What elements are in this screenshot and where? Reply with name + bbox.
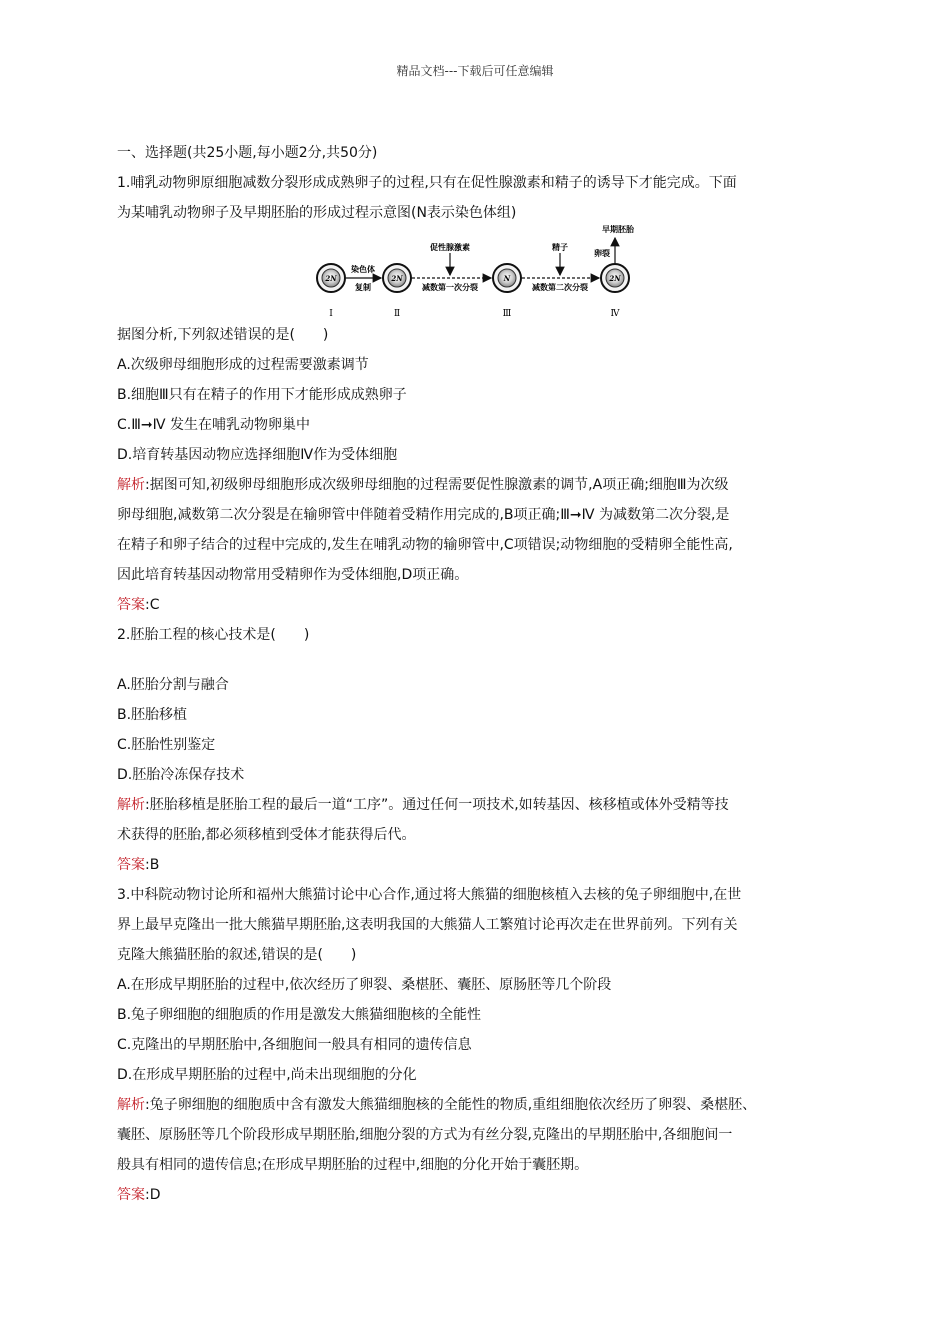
q2-option-a: A.胚胎分割与融合 [117, 677, 229, 693]
cleavage-label: 卵裂 [594, 249, 610, 258]
q1-stem-line-1: 1.哺乳动物卵原细胞减数分裂形成成熟卵子的过程,只有在促性腺激素和精子的诱导下才能完成。下面 [117, 175, 737, 191]
q3-option-c: C.克隆出的早期胚胎中,各细胞间一般具有相同的遗传信息 [117, 1037, 472, 1053]
step3-label: 减数第二次分裂 [532, 283, 588, 292]
q2-option-b: B.胚胎移植 [117, 707, 188, 723]
diagram-svg [313, 224, 643, 320]
stage-label-2: Ⅱ [393, 309, 401, 319]
q1-analysis-line-4: 因此培育转基因动物常用受精卵作为受体细胞,D项正确。 [117, 567, 469, 583]
oocyte-formation-diagram [117, 224, 847, 320]
q1-answer-label: 答案 [117, 597, 145, 613]
q3-stem-line-2: 界上最早克隆出一批大熊猫早期胚胎,这表明我国的大熊猫人工繁殖讨论再次走在世界前列。下列有关 [117, 917, 738, 933]
q3-analysis-line-3: 般具有相同的遗传信息;在形成早期胚胎的过程中,细胞的分化开始于囊胚期。 [117, 1157, 589, 1173]
q1-analysis-label: 解析 [117, 477, 145, 493]
q2-analysis-label: 解析 [117, 797, 145, 813]
q3-stem-line-3: 克隆大熊猫胚胎的叙述,错误的是( ) [117, 947, 357, 963]
q3-answer [117, 1180, 847, 1210]
q2-answer-label: 答案 [117, 857, 145, 873]
q2-stem: 2.胚胎工程的核心技术是( ) [117, 627, 310, 643]
cell-3-label: N [503, 274, 511, 283]
q3-analysis-line-2: 囊胚、原肠胚等几个阶段形成早期胚胎,细胞分裂的方式为有丝分裂,克隆出的早期胚胎中,各细胞间一 [117, 1127, 733, 1143]
q2-option-c: C.胚胎性别鉴定 [117, 737, 216, 753]
q1-analysis-text-1: :据图可知,初级卵母细胞形成次级卵母细胞的过程需要促性腺激素的调节,A项正确;细胞Ⅲ为次级 [145, 477, 729, 493]
document-body [117, 138, 847, 1210]
q1-question: 据图分析,下列叙述错误的是( ) [117, 327, 329, 343]
q2-analysis-line-2: 术获得的胚胎,都必须移植到受体才能获得后代。 [117, 827, 416, 843]
stage-label-4: Ⅳ [610, 309, 620, 319]
cell-3 [493, 264, 521, 292]
step1-bottom-label: 复制 [355, 283, 371, 292]
q3-option-a: A.在形成早期胚胎的过程中,依次经历了卵裂、桑椹胚、囊胚、原肠胚等几个阶段 [117, 977, 612, 993]
q2-answer [117, 850, 847, 880]
q1-analysis-line-3: 在精子和卵子结合的过程中完成的,发生在哺乳动物的输卵管中,C项错误;动物细胞的受精卵全能性高, [117, 537, 733, 553]
q1-answer-value: :C [145, 597, 160, 613]
cell-1 [317, 264, 345, 292]
stage-label-3: Ⅲ [502, 309, 512, 319]
q3-answer-label: 答案 [117, 1187, 145, 1203]
q1-stem-line-2: 为某哺乳动物卵子及早期胚胎的形成过程示意图(N表示染色体组) [117, 205, 517, 221]
cell-1-label: 2N [325, 274, 337, 283]
q1-answer [117, 590, 847, 620]
q2-analysis-line-1 [117, 790, 847, 820]
q3-analysis-text-1: :兔子卵细胞的细胞质中含有激发大熊猫细胞核的全能性的物质,重组细胞依次经历了卵裂、桑椹胚、 [145, 1097, 757, 1113]
early-embryo-label: 早期胚胎 [602, 225, 634, 234]
q1-option-b: B.细胞Ⅲ只有在精子的作用下才能形成成熟卵子 [117, 387, 407, 403]
q2-analysis-text-1: :胚胎移植是胚胎工程的最后一道“工序”。通过任何一项技术,如转基因、核移植或体外受精等技 [145, 797, 729, 813]
hormone-label: 促性腺激素 [430, 243, 470, 252]
q3-analysis-label: 解析 [117, 1097, 145, 1113]
step1-top-label: 染色体 [351, 265, 375, 274]
q1-analysis-line-2: 卵母细胞,减数第二次分裂是在输卵管中伴随着受精作用完成的,B项正确;Ⅲ➞Ⅳ 为减数第二次分裂,是 [117, 507, 730, 523]
stage-label-1: Ⅰ [329, 309, 333, 319]
section-title: 一、选择题(共25小题,每小题2分,共50分) [117, 145, 378, 161]
q1-analysis-line-1 [117, 470, 847, 500]
cell-4-label: 2N [609, 274, 621, 283]
cell-4 [601, 264, 629, 292]
q3-option-d: D.在形成早期胚胎的过程中,尚未出现细胞的分化 [117, 1067, 417, 1083]
step2-label: 减数第一次分裂 [422, 283, 478, 292]
q3-stem-line-1: 3.中科院动物讨论所和福州大熊猫讨论中心合作,通过将大熊猫的细胞核植入去核的兔子卵细胞中,在世 [117, 887, 742, 903]
q2-option-d: D.胚胎冷冻保存技术 [117, 767, 245, 783]
spacer [117, 650, 847, 670]
q1-option-a: A.次级卵母细胞形成的过程需要激素调节 [117, 357, 369, 373]
page-header: 精品文档---下载后可任意编辑 [396, 64, 554, 78]
q3-analysis-line-1 [117, 1090, 847, 1120]
cell-2-label: 2N [391, 274, 403, 283]
q3-answer-value: :D [145, 1187, 161, 1203]
q3-option-b: B.兔子卵细胞的细胞质的作用是激发大熊猫细胞核的全能性 [117, 1007, 482, 1023]
q1-option-c: C.Ⅲ➞Ⅳ 发生在哺乳动物卵巢中 [117, 417, 310, 433]
q2-answer-value: :B [145, 857, 160, 873]
cell-2 [383, 264, 411, 292]
sperm-label: 精子 [552, 243, 568, 252]
q1-option-d: D.培育转基因动物应选择细胞Ⅳ作为受体细胞 [117, 447, 398, 463]
